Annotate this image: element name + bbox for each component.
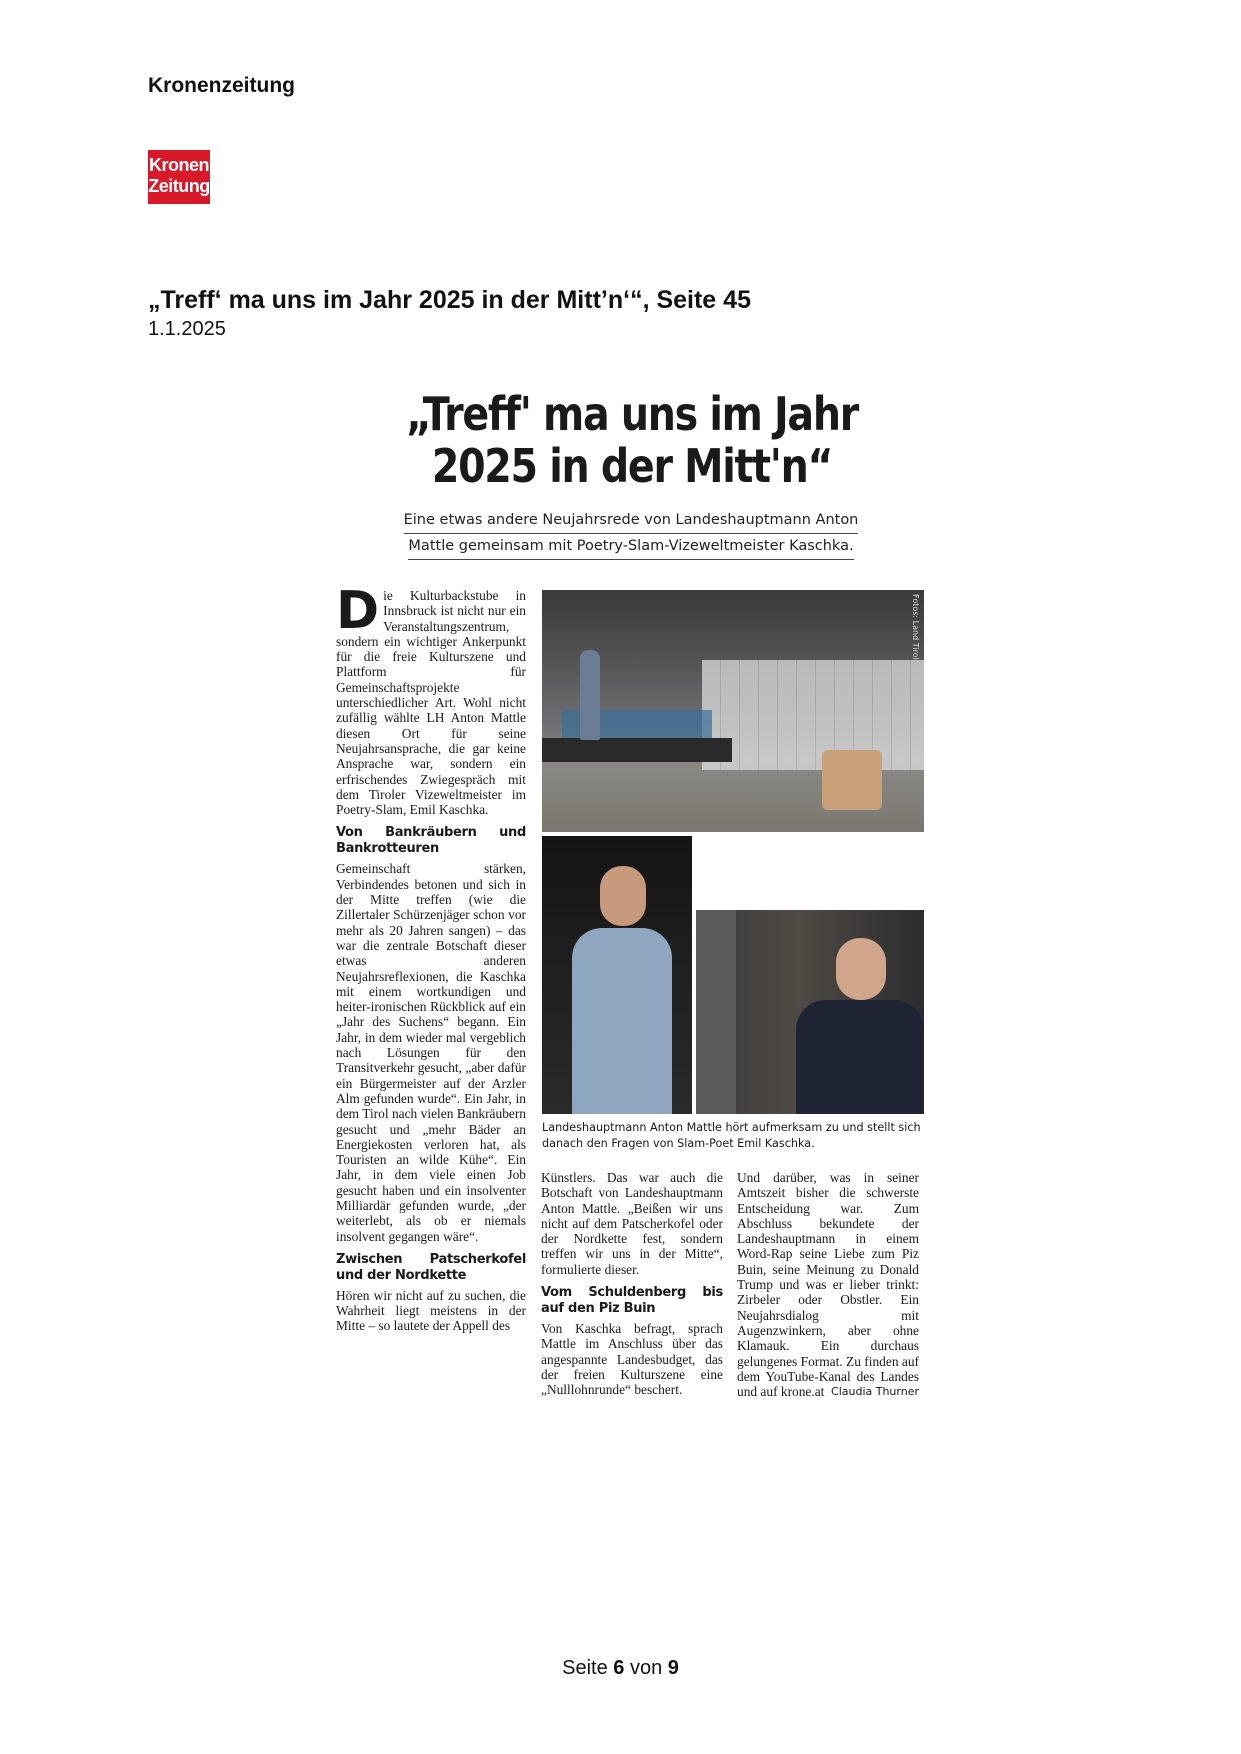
document-date: 1.1.2025: [148, 318, 226, 340]
photo-credit: Fotos: Land Tirol: [911, 594, 920, 660]
footer-middle: von: [624, 1657, 668, 1679]
headline-line-1: „Treff' ma uns im Jahr: [406, 387, 858, 441]
logo-line-2: Zeitung: [148, 176, 210, 196]
document-title: „Treff‘ ma uns im Jahr 2025 in der Mitt’n‘“, Seite 45: [148, 286, 751, 314]
photo-caption: Landeshauptmann Anton Mattle hört aufmerksam zu und stellt sich danach den Fragen von Slam-Poet Emil Kaschka.: [542, 1121, 921, 1150]
article-column-1: [336, 581, 526, 1334]
subheading-patscherkofel: Zwischen Patscherkofel und der Nordkette: [336, 1251, 526, 1283]
footer-current-page: 6: [613, 1657, 625, 1679]
paragraph-5: Von Kaschka befragt, sprach Mattle im Anschluss über das angespannte Landesbudget, das der freien Kulturszene eine „Nulllohnrunde“ beschert.: [541, 1321, 723, 1398]
article-column-3: [737, 1170, 919, 1399]
article-column-2: [541, 1170, 723, 1398]
paragraph-6-text: Und darüber, was in seiner Amtszeit bisher die schwerste Entscheidung war. Zum Abschluss bekundete der Landeshauptmann in einem Word-Rap seine Liebe zum Piz Buin, seine Meinung zu Donald Trump und was er lieber trinkt: Zirbeler oder Obstler. Ein Neujahrsdialog mit Augenzwinkern, aber ohne Klamauk. Ein durchaus gelungenes Format. Zu finden auf dem YouTube-Kanal des Landes und auf krone.at: [737, 1170, 919, 1400]
photo-stage-scene: [542, 590, 924, 832]
footer-prefix: Seite: [562, 1657, 614, 1679]
photo-anton-mattle: [696, 910, 924, 1114]
subheading-schuldenberg: Vom Schuldenberg bis auf den Piz Buin: [541, 1285, 723, 1317]
source-name: Kronenzeitung: [148, 74, 295, 97]
newspaper-clipping: [336, 380, 928, 1430]
subline-line-1: Eine etwas andere Neujahrsrede von Landeshauptmann Anton: [404, 508, 859, 534]
photo-emil-kaschka: [542, 836, 692, 1114]
article-headline: [377, 388, 886, 492]
page-footer: [0, 1657, 1241, 1680]
article-subline: [376, 508, 886, 560]
subline-line-2: Mattle gemeinsam mit Poetry-Slam-Vizeweltmeister Kaschka.: [408, 534, 853, 560]
kronen-zeitung-logo: [148, 150, 210, 204]
paragraph-3: Hören wir nicht auf zu suchen, die Wahrheit liegt meistens in der Mitte – so lautete der Appell des: [336, 1287, 526, 1334]
paragraph-2: Gemeinschaft stärken, Verbindendes betonen und sich in der Mitte treffen (wie die Zillertaler Schürzenjäger schon vor mehr als 20 Jahren sangen) – das war die zentrale Botschaft dieser etwas anderen Neujahrsreflexionen, die Kaschka mit einem wortkundigen und heiter-ironischen Rückblick auf ein „Jahr des Suchens“ begann. Ein Jahr, in dem wieder mal vergeblich nach Lösungen für den Transitverkehr gesucht, „aber dafür ein Bürgermeister auf der Arzler Alm gefunden wurde“. Ein Jahr, in dem Tirol nach vielen Bankräubern gesucht und „mehr Bäder an Energiekosten verloren hat, als Touristen an wilde Kühe“. Ein Jahr, in dem viele einen Job gesucht haben und ein insolventer Milliardär gefunden wurde, „der weiterlebt, als ob er niemals insolvent gegangen wäre“.: [336, 861, 526, 1244]
logo-line-1: Kronen: [149, 155, 209, 175]
author-byline: Claudia Thurner: [831, 1385, 919, 1399]
headline-line-2: 2025 in der Mitt'n“: [431, 439, 833, 493]
footer-total-pages: 9: [667, 1657, 679, 1679]
paragraph-intro: ie Kulturbackstube in Innsbruck ist nicht nur ein Veranstaltungszentrum, sondern ein wichtiger Ankerpunkt für die freie Kulturszene und Plattform für Gemeinschaftsprojekte unterschiedlicher Art. Wohl nicht zufällig wählte LH Anton Mattle diesen Ort für seine Neujahrsansprache, die gar keine Ansprache war, sondern ein erfrischendes Zwiegespräch mit dem Tiroler Vizeweltmeister im Poetry-Slam, Emil Kaschka.: [336, 588, 526, 818]
subheading-bankraeuber: Von Bankräubern und Bankrotteuren: [336, 825, 526, 857]
paragraph-6: [737, 1170, 919, 1399]
drop-cap: D: [336, 581, 380, 641]
paragraph-4: Künstlers. Das war auch die Botschaft von Landeshauptmann Anton Mattle. „Beißen wir uns nicht auf dem Patscherkofel oder der Nordkette fest, sondern treffen wir uns in der Mitte“, formulierte dieser.: [541, 1170, 723, 1277]
